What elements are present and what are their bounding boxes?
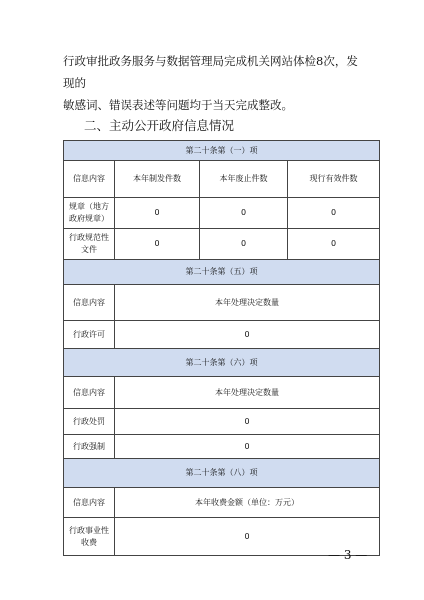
section-6-header-row xyxy=(64,349,380,377)
cell-value: 0 xyxy=(115,198,200,229)
table-row xyxy=(64,229,380,260)
cell-value: 0 xyxy=(288,229,380,260)
section-1-header-row xyxy=(64,141,380,161)
cell-value: 0 xyxy=(200,198,288,229)
row-label: 规章（地方政府规章） xyxy=(64,198,115,229)
col-header-valid: 现行有效件数 xyxy=(288,161,380,198)
info-disclosure-table xyxy=(63,140,380,556)
col-header-abolished: 本年废止件数 xyxy=(200,161,288,198)
col-header-info: 信息内容 xyxy=(64,285,115,321)
intro-paragraph xyxy=(63,50,363,116)
cell-value: 0 xyxy=(200,229,288,260)
section-1-column-headers xyxy=(64,161,380,198)
section-1-title: 第二十条第（一）项 xyxy=(64,141,380,161)
col-header-info: 信息内容 xyxy=(64,488,115,518)
section-5-header-row xyxy=(64,260,380,285)
row-label: 行政许可 xyxy=(64,321,115,349)
section-6-title: 第二十条第（六）项 xyxy=(64,349,380,377)
table-row xyxy=(64,409,380,435)
row-label: 行政强制 xyxy=(64,435,115,459)
table-row xyxy=(64,198,380,229)
row-label: 行政处罚 xyxy=(64,409,115,435)
col-header-info: 信息内容 xyxy=(64,377,115,409)
cell-value: 0 xyxy=(115,435,380,459)
col-header-issued: 本年制发件数 xyxy=(115,161,200,198)
col-header-decisions: 本年处理决定数量 xyxy=(115,285,380,321)
section-6-column-headers xyxy=(64,377,380,409)
page-number: — 3 — xyxy=(328,548,368,562)
section-heading: 二、主动公开政府信息情况 xyxy=(84,118,235,133)
intro-line-2: 敏感词、错误表述等问题均于当天完成整改。 xyxy=(63,98,293,112)
cell-value: 0 xyxy=(115,229,200,260)
section-5-title: 第二十条第（五）项 xyxy=(64,260,380,285)
table-row xyxy=(64,435,380,459)
col-header-fee-amount: 本年收费金额（单位：万元） xyxy=(115,488,380,518)
section-8-column-headers xyxy=(64,488,380,518)
cell-value: 0 xyxy=(288,198,380,229)
section-8-header-row xyxy=(64,459,380,488)
cell-value: 0 xyxy=(115,409,380,435)
section-8-title: 第二十条第（八）项 xyxy=(64,459,380,488)
col-header-decisions: 本年处理决定数量 xyxy=(115,377,380,409)
cell-value: 0 xyxy=(115,321,380,349)
col-header-info: 信息内容 xyxy=(64,161,115,198)
intro-line-1: 行政审批政务服务与数据管理局完成机关网站体检8次，发现的 xyxy=(63,54,358,90)
section-5-column-headers xyxy=(64,285,380,321)
row-label: 行政规范性文件 xyxy=(64,229,115,260)
cell-value: 0 xyxy=(115,518,380,556)
table-row xyxy=(64,321,380,349)
row-label: 行政事业性收费 xyxy=(64,518,115,556)
